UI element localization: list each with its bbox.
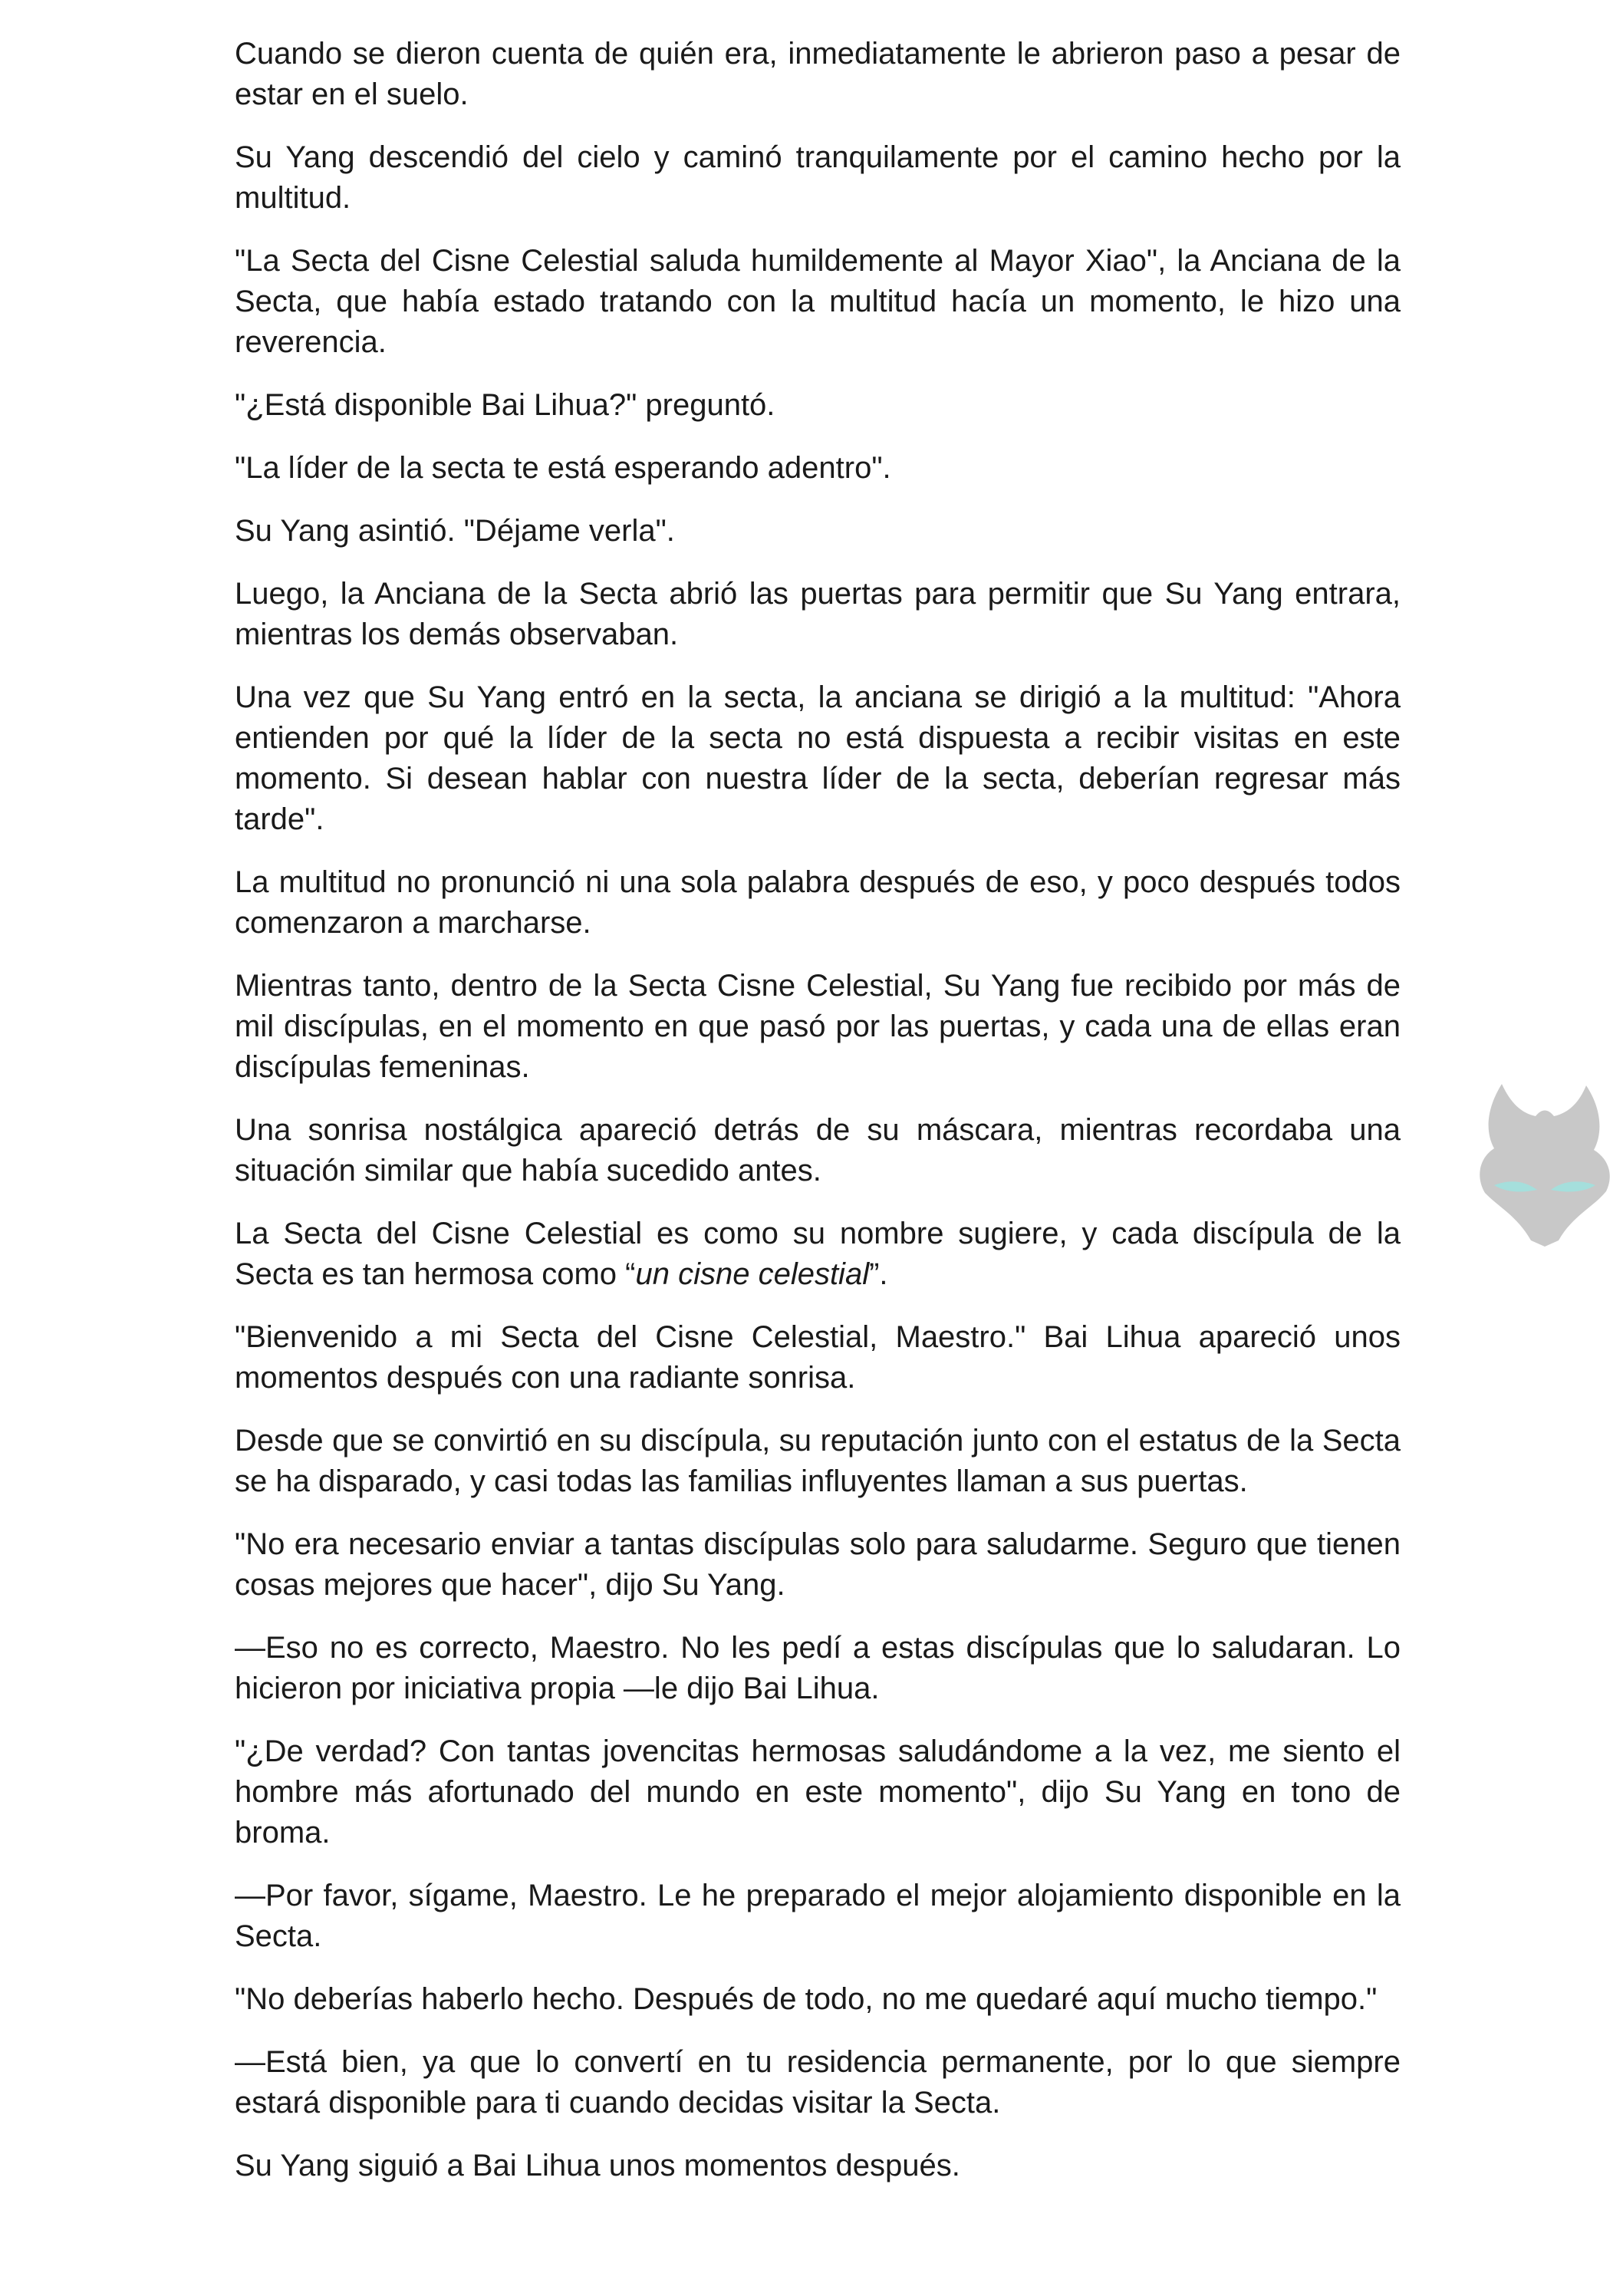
paragraph-10: Mientras tanto, dentro de la Secta Cisne Celestial, Su Yang fue recibido por más de mil discípulas, en el momento en que pasó por las puertas, y cada una de ellas eran discípulas femeninas. — [235, 969, 1401, 1084]
paragraph-3: "La Secta del Cisne Celestial saluda humildemente al Mayor Xiao", la Anciana de la Secta, que había estado tratando con la multitud hacía un momento, le hizo una reverencia. — [235, 244, 1401, 359]
paragraph-12-emphasis: un cisne celestial — [635, 1257, 870, 1291]
paragraph-20: —Está bien, ya que lo convertí en tu residencia permanente, por lo que siempre estará disponible para ti cuando decidas visitar la Secta. — [235, 2045, 1401, 2120]
paragraph-17: "¿De verdad? Con tantas jovencitas hermosas saludándome a la vez, me siento el hombre más afortunado del mundo en este momento", dijo Su Yang en tono de broma. — [235, 1734, 1401, 1850]
paragraph-11: Una sonrisa nostálgica apareció detrás de su máscara, mientras recordaba una situación similar que había sucedido antes. — [235, 1113, 1401, 1188]
paragraph-12-text-before: La Secta del Cisne Celestial es como su nombre sugiere, y cada discípula de la Secta es tan hermosa como “ — [235, 1217, 1401, 1291]
paragraph-2: Su Yang descendió del cielo y caminó tranquilamente por el camino hecho por la multitud. — [235, 140, 1401, 215]
paragraph-18: —Por favor, sígame, Maestro. Le he preparado el mejor alojamiento disponible en la Secta. — [235, 1879, 1401, 1953]
document-body — [235, 34, 1401, 2209]
paragraph-12 — [235, 1214, 1401, 1295]
paragraph-19: "No deberías haberlo hecho. Después de todo, no me quedaré aquí mucho tiempo." — [235, 1982, 1378, 2016]
paragraph-6: Su Yang asintió. "Déjame verla". — [235, 514, 675, 548]
paragraph-5: "La líder de la secta te está esperando adentro". — [235, 451, 891, 485]
paragraph-1: Cuando se dieron cuenta de quién era, inmediatamente le abrieron paso a pesar de estar en el suelo. — [235, 37, 1401, 111]
paragraph-21: Su Yang siguió a Bai Lihua unos momentos después. — [235, 2149, 960, 2182]
paragraph-8: Una vez que Su Yang entró en la secta, la anciana se dirigió a la multitud: "Ahora entienden por qué la líder de la secta no está dispuesta a recibir visitas en este momento. Si desean hablar con nuestra líder de la secta, deberían regresar más tarde". — [235, 680, 1401, 836]
demon-head-shape — [1480, 1084, 1610, 1247]
paragraph-4: "¿Está disponible Bai Lihua?" preguntó. — [235, 388, 775, 422]
demon-head-icon — [1471, 1078, 1617, 1247]
paragraph-9: La multitud no pronunció ni una sola palabra después de eso, y poco después todos comenzaron a marcharse. — [235, 865, 1401, 940]
paragraph-14: Desde que se convirtió en su discípula, su reputación junto con el estatus de la Secta se ha disparado, y casi todas las familias influyentes llaman a sus puertas. — [235, 1424, 1401, 1498]
paragraph-13: "Bienvenido a mi Secta del Cisne Celestial, Maestro." Bai Lihua apareció unos momentos después con una radiante sonrisa. — [235, 1320, 1401, 1395]
paragraph-15: "No era necesario enviar a tantas discípulas solo para saludarme. Seguro que tienen cosas mejores que hacer", dijo Su Yang. — [235, 1527, 1401, 1602]
paragraph-16: —Eso no es correcto, Maestro. No les pedí a estas discípulas que lo saludaran. Lo hicieron por iniciativa propia —le dijo Bai Lihua. — [235, 1631, 1401, 1705]
paragraph-7: Luego, la Anciana de la Secta abrió las puertas para permitir que Su Yang entrara, mientras los demás observaban. — [235, 577, 1401, 651]
paragraph-12-text-after: ”. — [869, 1257, 888, 1291]
